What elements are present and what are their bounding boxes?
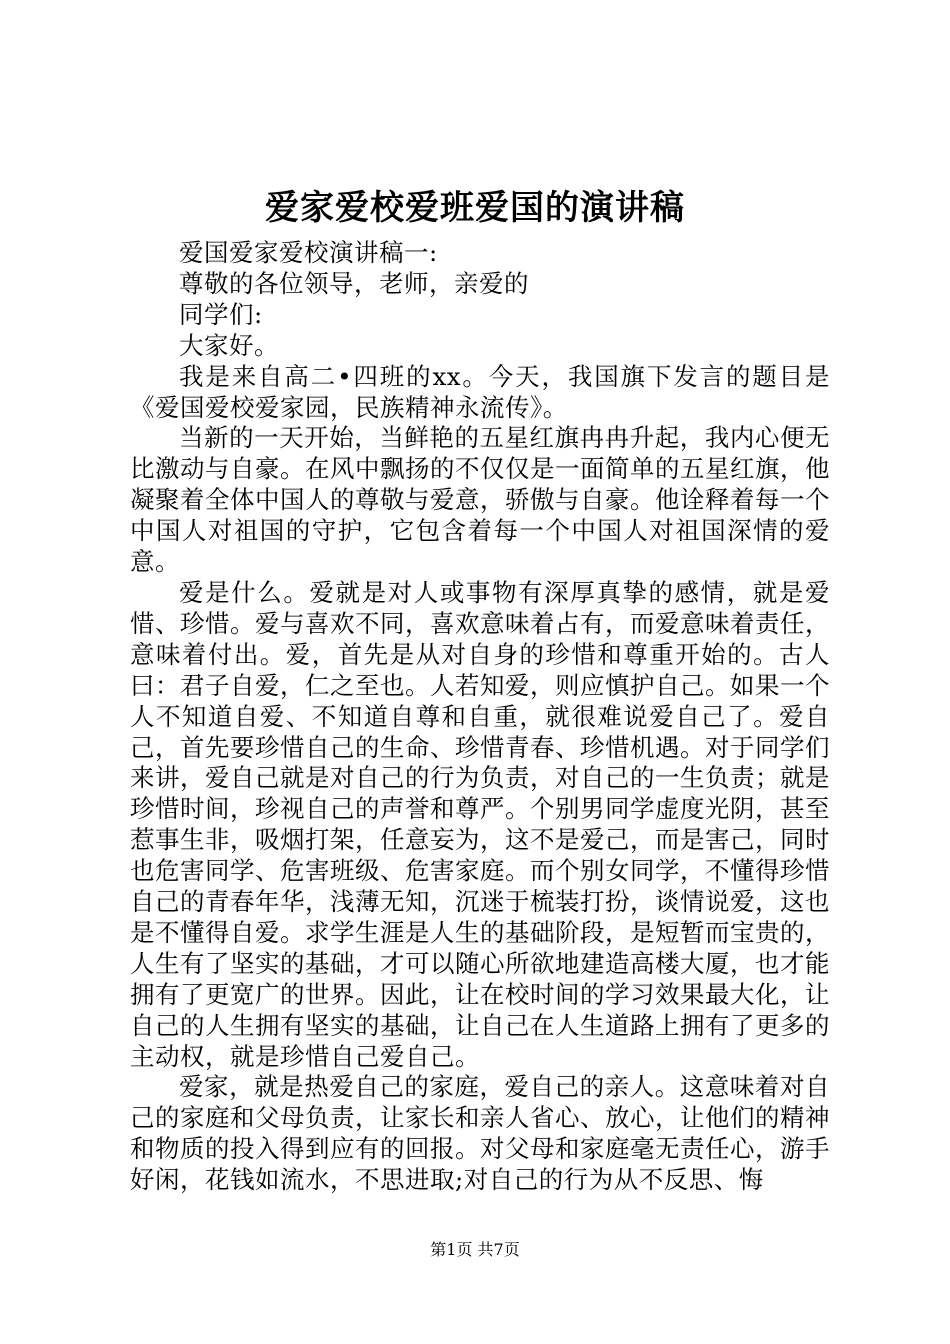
- paragraph-introduction: 我是来自高二•四班的xx。今天，我国旗下发言的题目是《爱国爱校爱家园，民族精神永流传》。: [130, 361, 830, 422]
- page-title: 爱家爱校爱班爱国的演讲稿: [265, 188, 685, 228]
- document-body: [130, 238, 830, 1196]
- paragraph-love-home: 爱家，就是热爱自己的家庭，爱自己的亲人。这意味着对自己的家庭和父母负责，让家长和亲人省心、放心，让他们的精神和物质的投入得到应有的回报。对父母和家庭毫无责任心，游手好闲，花钱如流水，不思进取;对自己的行为从不反思、悔: [130, 1072, 830, 1195]
- paragraph-greeting-heading: 爱国爱家爱校演讲稿一:: [179, 238, 438, 267]
- paragraph-hello: 大家好。: [179, 330, 279, 360]
- paragraph-love-self: 爱是什么。爱就是对人或事物有深厚真挚的感情，就是爱惜、珍惜。爱与喜欢不同，喜欢意味着占有，而爱意味着责任，意味着付出。爱，首先是从对自身的珍惜和尊重开始的。古人曰：君子自爱，仁之至也。人若知爱，则应慎护自己。如果一个人不知道自爱、不知道自尊和自重，就很难说爱自己了。爱自己，首先要珍惜自己的生命、珍惜青春、珍惜机遇。对于同学们来讲，爱自己就是对自己的行为负责，对自己的一生负责；就是珍惜时间，珍视自己的声誉和尊严。个别男同学虚度光阴，甚至惹事生非，吸烟打架，任意妄为，这不是爱己，而是害己，同时也危害同学、危害班级、危害家庭。而个别女同学，不懂得珍惜自己的青春年华，浅薄无知，沉迷于梳装打扮，谈情说爱，这也是不懂得自爱。求学生涯是人生的基础阶段，是短暂而宝贵的，人生有了坚实的基础，才可以随心所欲地建造高楼大厦，也才能拥有了更宽广的世界。因此，让在校时间的学习效果最大化，让自己的人生拥有坚实的基础，让自己在人生道路上拥有了更多的主动权，就是珍惜自己爱自己。: [130, 577, 830, 1071]
- paragraph-salutation: 尊敬的各位领导，老师，亲爱的: [179, 268, 529, 298]
- paragraph-salutation-continued: 同学们:: [179, 299, 263, 329]
- page-number-footer: 第1页 共7页: [430, 1240, 520, 1259]
- paragraph-flag: 当新的一天开始，当鲜艳的五星红旗冉冉升起，我内心便无比激动与自豪。在风中飘扬的不仅仅是一面简单的五星红旗，他凝聚着全体中国人的尊敬与爱意，骄傲与自豪。他诠释着每一个中国人对祖国的守护，它包含着每一个中国人对祖国深情的爱意。: [130, 423, 830, 577]
